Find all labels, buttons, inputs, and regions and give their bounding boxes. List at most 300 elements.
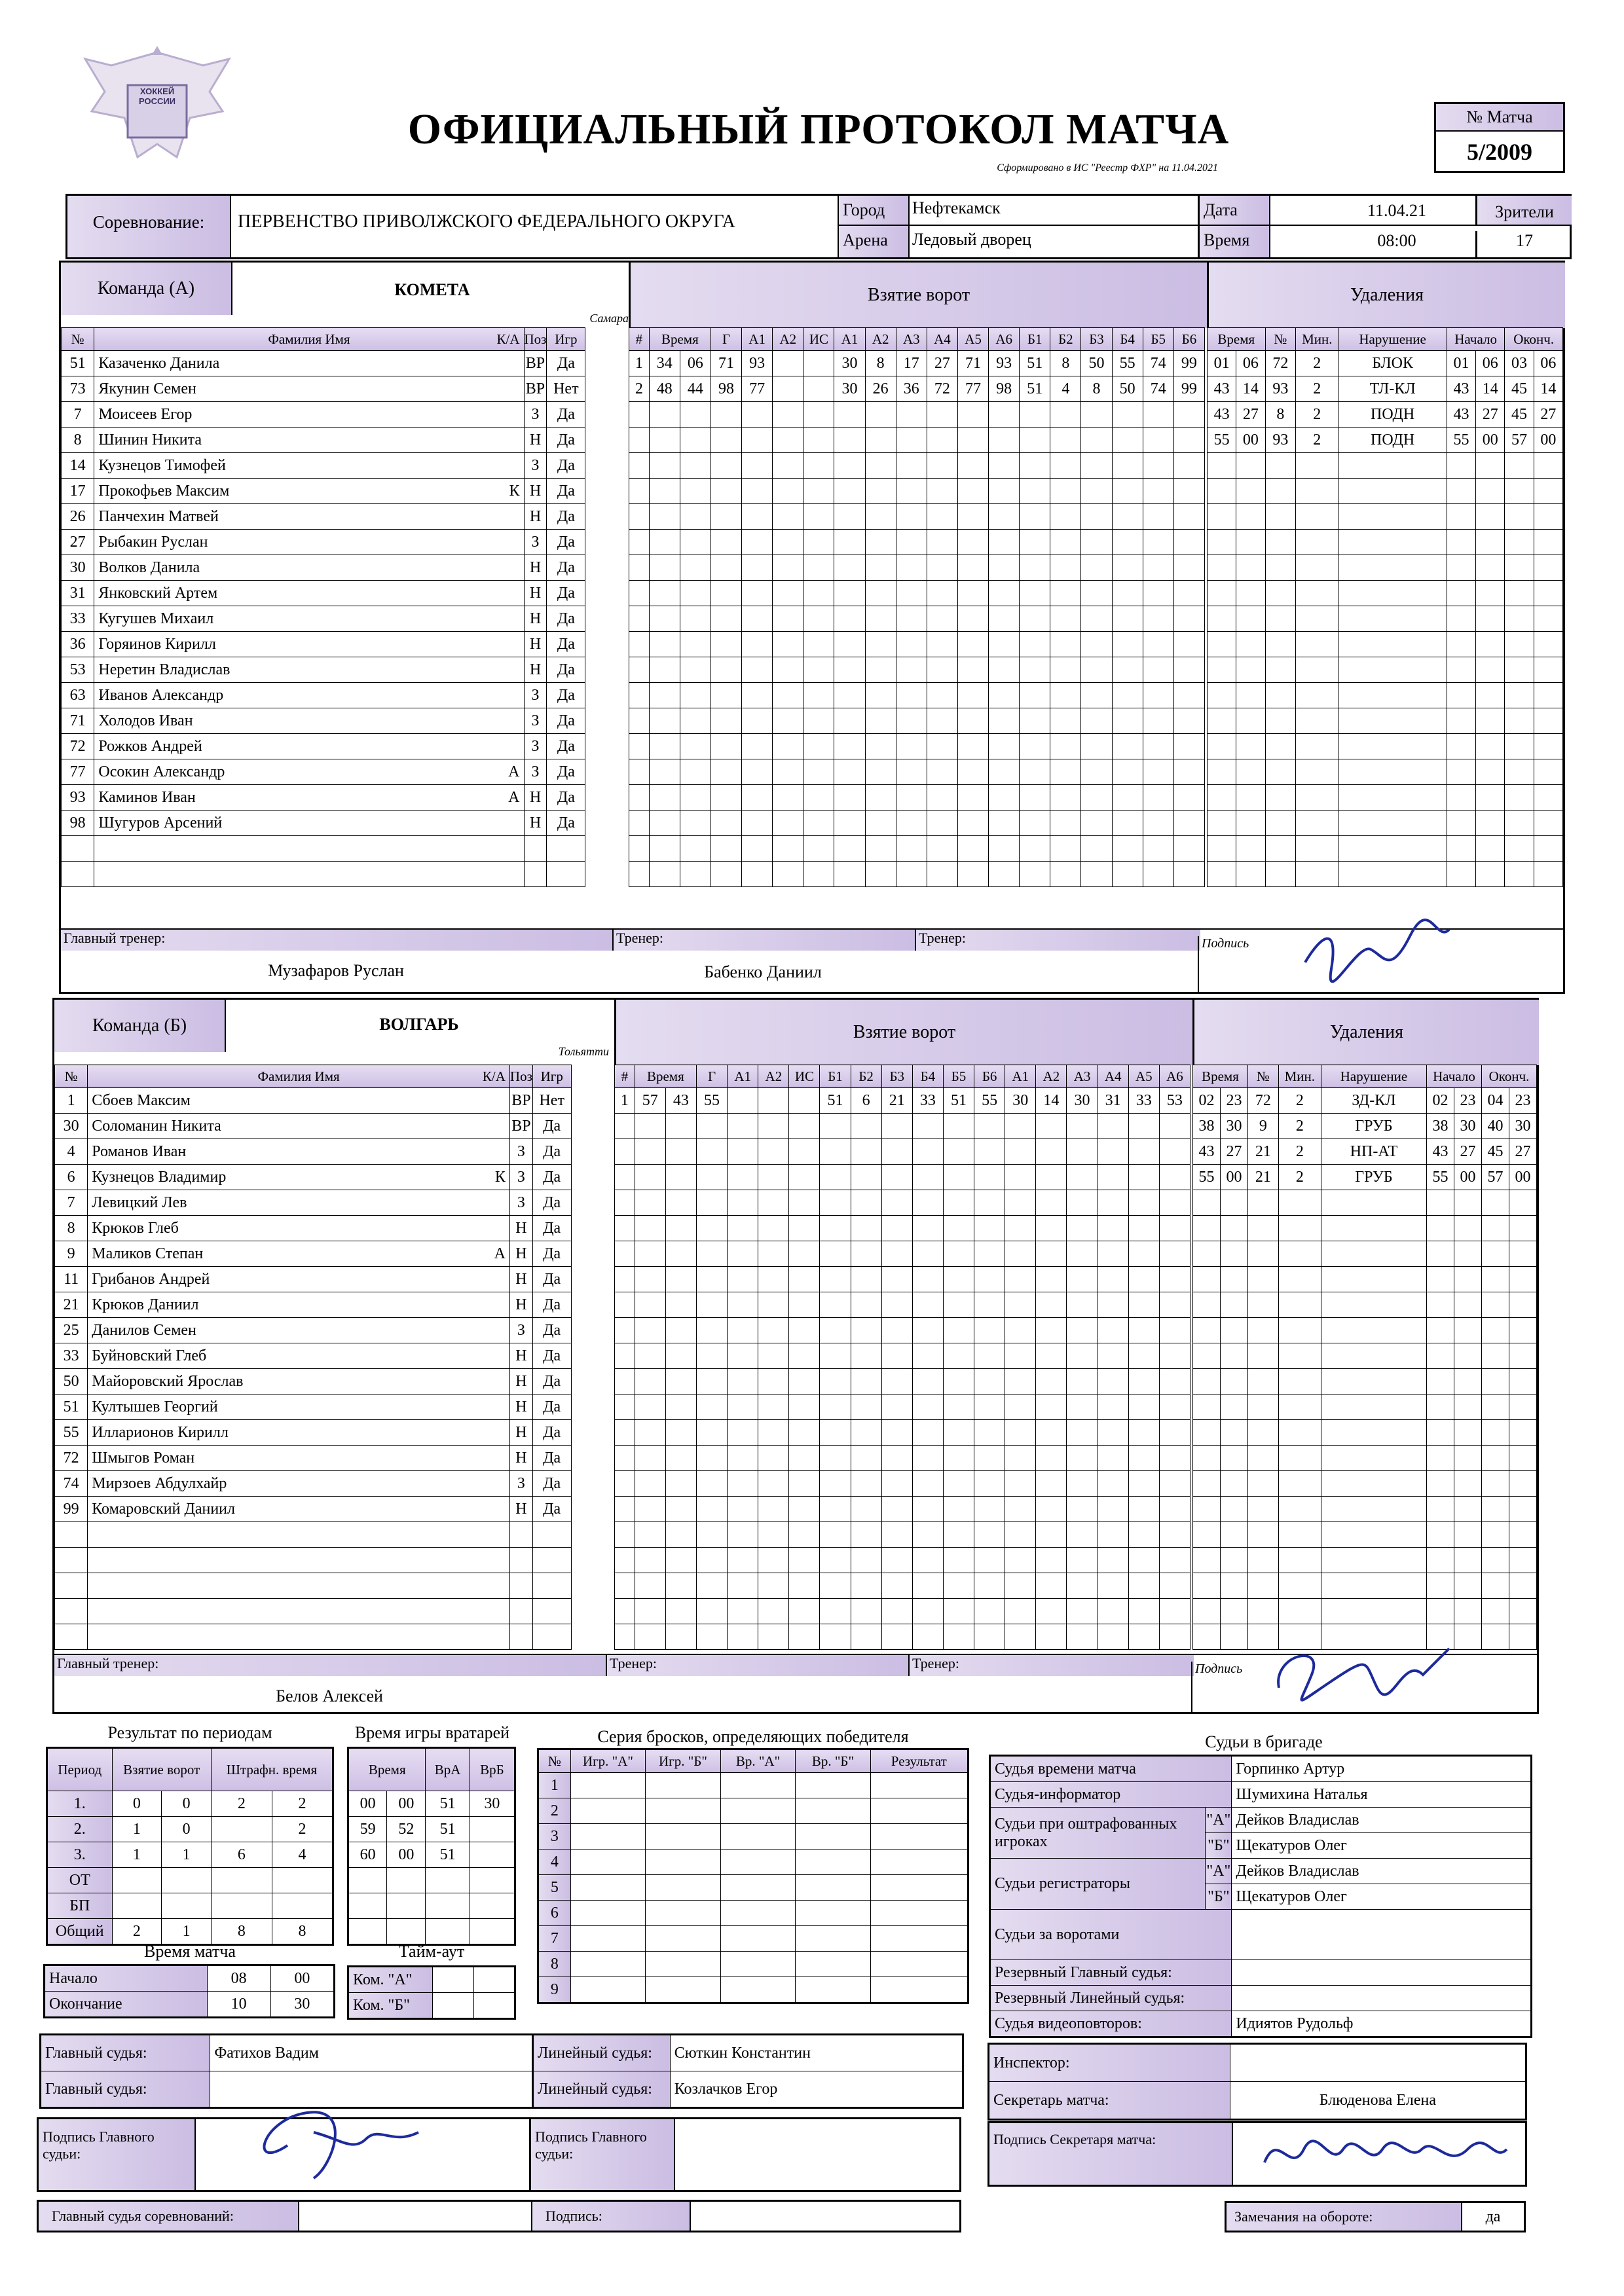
goal-cell: 36	[896, 376, 927, 402]
penalty-cell	[1505, 785, 1534, 811]
goal-cell: 71	[710, 351, 741, 376]
penalty-cell	[1278, 1548, 1321, 1573]
goalie-cell: 51	[426, 1791, 470, 1817]
team-a-city: Самара	[589, 312, 629, 325]
goal-cell	[820, 1394, 851, 1420]
player-played: Да	[532, 1241, 571, 1267]
table-row	[62, 453, 629, 479]
penalty-cell	[1208, 479, 1236, 504]
penalty-cell	[1426, 1497, 1454, 1522]
goal-cell	[710, 581, 741, 606]
goal-cell	[773, 376, 803, 402]
goal-cell	[649, 555, 680, 581]
goal-cell	[1050, 606, 1081, 632]
penalty-cell	[1426, 1267, 1454, 1292]
goal-cell	[943, 1241, 974, 1267]
period-value: 8	[211, 1919, 272, 1945]
goal-cell	[989, 402, 1020, 428]
player-name	[88, 1292, 510, 1318]
goal-cell	[881, 1318, 912, 1343]
goal-cell	[789, 1573, 820, 1599]
penalty-cell	[1278, 1471, 1321, 1497]
goal-cell	[1128, 1420, 1159, 1446]
goal-cell	[974, 1114, 1005, 1139]
goal-cell	[665, 1548, 696, 1573]
goal-cell	[1005, 1573, 1036, 1599]
penalty-cell	[1321, 1573, 1426, 1599]
goal-cell	[1005, 1241, 1036, 1267]
penalty-cell	[1236, 504, 1265, 530]
goal-cell	[789, 1394, 820, 1420]
goal-cell	[665, 1267, 696, 1292]
goal-cell	[1081, 811, 1112, 836]
goal-cell	[881, 1241, 912, 1267]
table-row	[62, 734, 629, 759]
penalty-cell	[1296, 504, 1338, 530]
period-value: 1	[162, 1919, 212, 1945]
table-row	[1208, 785, 1563, 811]
goal-cell	[696, 1139, 727, 1165]
penalty-cell	[1426, 1292, 1454, 1318]
goal-cell	[1036, 1241, 1067, 1267]
penalty-cell	[1476, 453, 1505, 479]
goal-cell	[865, 734, 896, 759]
goal-cell	[974, 1522, 1005, 1548]
penalty-cell	[1476, 581, 1505, 606]
player-position: Н	[524, 632, 547, 657]
goal-cell	[1036, 1548, 1067, 1573]
goal-cell	[635, 1471, 665, 1497]
goal-cell	[1143, 555, 1173, 581]
penalty-cell	[1321, 1267, 1426, 1292]
penalty-cell	[1447, 581, 1475, 606]
player-played: Да	[547, 683, 585, 708]
goal-cell	[974, 1292, 1005, 1318]
goal-cell	[629, 836, 650, 862]
player-number	[62, 862, 94, 887]
ref-time-label: Судья времени матча	[990, 1756, 1232, 1782]
goal-second: 44	[680, 376, 710, 402]
line-referee-table	[532, 2033, 964, 2109]
goal-cell	[834, 734, 865, 759]
competition-name: ПЕРВЕНСТВО ПРИВОЛЖСКОГО ФЕДЕРАЛЬНОГО ОКРУГА	[238, 211, 735, 232]
goal-cell	[851, 1241, 881, 1267]
goal-cell	[649, 683, 680, 708]
shootout-cell	[646, 1773, 721, 1798]
roster-col-played: Игр	[532, 1065, 571, 1088]
goal-cell	[1098, 1573, 1128, 1599]
table-row	[538, 1850, 969, 1875]
goal-cell	[742, 581, 773, 606]
goal-cell	[773, 759, 803, 785]
goal-cell	[742, 428, 773, 453]
goal-cell	[865, 606, 896, 632]
notes-box	[1225, 2201, 1526, 2232]
goal-cell	[1067, 1369, 1098, 1394]
goal-cell	[912, 1267, 943, 1292]
penalty-cell	[1248, 1241, 1279, 1267]
table-row	[1208, 657, 1563, 683]
penalty-cell	[1534, 811, 1562, 836]
goal-cell	[1036, 1394, 1067, 1420]
table-row	[629, 683, 1205, 708]
player-name	[94, 734, 524, 759]
goal-cell	[758, 1114, 789, 1139]
goal-cell	[629, 530, 650, 555]
player-role: К	[494, 1168, 506, 1186]
goal-cell	[957, 530, 988, 555]
penalty-cell	[1338, 453, 1447, 479]
player-name-text: Крюков Даниил	[92, 1296, 199, 1313]
goal-cell	[820, 1471, 851, 1497]
ref-time-name: Горпинко Артур	[1232, 1756, 1532, 1782]
goal-cell	[615, 1497, 635, 1522]
goal-cell	[803, 759, 834, 785]
penalty-cell: 57	[1505, 428, 1534, 453]
goal-cell	[1067, 1573, 1098, 1599]
goal-cell	[615, 1471, 635, 1497]
penalty-cell	[1221, 1216, 1248, 1241]
goal-cell	[773, 402, 803, 428]
penalty-cell	[1534, 759, 1562, 785]
penalty-cell	[1505, 836, 1534, 862]
goal-cell	[1173, 428, 1204, 453]
shootout-number: 7	[538, 1926, 571, 1952]
goal-cell	[896, 632, 927, 657]
player-position: З	[509, 1318, 532, 1343]
player-position	[509, 1624, 532, 1650]
goal-cell	[803, 811, 834, 836]
table-row	[615, 1165, 1190, 1190]
goal-cell	[1173, 734, 1204, 759]
goal-cell	[680, 606, 710, 632]
player-name-text: Неретин Владислав	[98, 661, 231, 678]
goal-cell	[989, 759, 1020, 785]
penalty-cell	[1509, 1420, 1536, 1446]
goal-cell	[629, 811, 650, 836]
period-name: БП	[47, 1893, 113, 1919]
time-label: Время	[1198, 226, 1270, 257]
goal-cell	[834, 811, 865, 836]
player-position: ВР	[509, 1114, 532, 1139]
goal-cell	[615, 1165, 635, 1190]
goal-cell	[1098, 1165, 1128, 1190]
player-name-text: Данилов Семен	[92, 1321, 196, 1339]
goal-cell	[665, 1394, 696, 1420]
goal-cell	[728, 1394, 758, 1420]
penalty-cell	[1208, 632, 1236, 657]
penalty-cell	[1454, 1497, 1481, 1522]
goal-cell	[1005, 1114, 1036, 1139]
goal-cell	[803, 862, 834, 887]
column-header: Б4	[912, 1065, 943, 1088]
goal-cell	[789, 1139, 820, 1165]
goal-cell	[629, 555, 650, 581]
penalty-cell	[1447, 734, 1475, 759]
penalty-cell: 14	[1236, 376, 1265, 402]
penalty-cell	[1454, 1190, 1481, 1216]
goal-cell	[896, 555, 927, 581]
goal-cell	[943, 1420, 974, 1446]
player-name	[88, 1318, 510, 1343]
goal-cell	[957, 453, 988, 479]
notes-label: Замечания на обороте:	[1227, 2203, 1462, 2231]
table-row	[1208, 504, 1563, 530]
table-row	[615, 1241, 1190, 1267]
goal-cell	[927, 606, 957, 632]
penalty-cell	[1193, 1190, 1221, 1216]
goal-cell	[881, 1216, 912, 1241]
penalty-cell	[1481, 1394, 1509, 1420]
goal-cell	[1081, 479, 1112, 504]
goal-cell	[1098, 1471, 1128, 1497]
table-row	[55, 1497, 614, 1522]
goal-cell	[615, 1114, 635, 1139]
penalty-cell	[1338, 530, 1447, 555]
table-row	[1193, 1190, 1537, 1216]
player-number: 25	[55, 1318, 88, 1343]
penalty-cell	[1208, 657, 1236, 683]
penalty-cell	[1296, 734, 1338, 759]
player-name-text: Илларионов Кирилл	[92, 1423, 229, 1441]
penalty-cell	[1278, 1573, 1321, 1599]
period-value	[162, 1893, 212, 1919]
player-played	[532, 1599, 571, 1624]
penalty-cell: 01	[1447, 351, 1475, 376]
goal-cell	[649, 606, 680, 632]
team-a-roster	[61, 327, 629, 887]
table-row	[615, 1573, 1190, 1599]
player-number: 30	[55, 1114, 88, 1139]
goal-cell	[896, 862, 927, 887]
player-number: 7	[62, 402, 94, 428]
ref-reg-label: Судьи регистраторы	[990, 1859, 1206, 1910]
goal-cell	[1128, 1446, 1159, 1471]
goalie-cell: 51	[426, 1842, 470, 1868]
goal-cell	[1036, 1446, 1067, 1471]
goal-cell	[881, 1165, 912, 1190]
penalty-cell	[1248, 1599, 1279, 1624]
goal-cell	[834, 453, 865, 479]
goal-cell	[728, 1522, 758, 1548]
goal-cell	[758, 1165, 789, 1190]
roster-col-no: №	[55, 1065, 88, 1088]
penalty-cell	[1248, 1446, 1279, 1471]
goal-cell	[1050, 479, 1081, 504]
goal-cell	[1173, 606, 1204, 632]
secretary-signature-label: Подпись Секретаря матча:	[989, 2123, 1233, 2185]
column-header: №	[1265, 328, 1296, 351]
goal-cell	[680, 683, 710, 708]
table-row	[615, 1599, 1190, 1624]
shootout-cell	[796, 1875, 870, 1901]
secretary-label: Секретарь матча:	[989, 2082, 1230, 2120]
goal-cell	[1143, 811, 1173, 836]
penalty-cell	[1193, 1394, 1221, 1420]
sign-label: Подпись:	[531, 2202, 691, 2231]
shootout-cell	[796, 1773, 870, 1798]
goal-cell	[927, 504, 957, 530]
penalty-cell	[1236, 708, 1265, 734]
shootout-cell	[796, 1824, 870, 1850]
penalty-cell	[1221, 1573, 1248, 1599]
goal-cell	[1020, 657, 1050, 683]
goal-cell	[989, 657, 1020, 683]
table-row	[348, 1842, 515, 1868]
goal-cell	[1112, 479, 1143, 504]
period-value: 2	[112, 1919, 162, 1945]
penalty-cell: 45	[1505, 376, 1534, 402]
spectators-label: Зрители	[1475, 196, 1572, 225]
player-position: Н	[509, 1343, 532, 1369]
penalty-cell	[1505, 683, 1534, 708]
goal-cell	[1159, 1420, 1190, 1446]
table-row	[1193, 1548, 1537, 1573]
goal-cell	[1159, 1446, 1190, 1471]
match-start-hour: 08	[207, 1965, 270, 1992]
penalty-cell	[1426, 1522, 1454, 1548]
team-b-coach1-label: Тренер:	[606, 1655, 911, 1676]
penalty-cell: 14	[1476, 376, 1505, 402]
goal-cell	[1081, 402, 1112, 428]
player-name	[88, 1420, 510, 1446]
match-time-title: Время матча	[144, 1942, 236, 1961]
goal-cell	[1098, 1548, 1128, 1573]
goal-cell	[665, 1241, 696, 1267]
penalty-cell	[1265, 606, 1296, 632]
table-row	[348, 1868, 515, 1893]
goal-cell	[1128, 1343, 1159, 1369]
table-row	[55, 1165, 614, 1190]
team-a-head-coach: Музафаров Руслан	[268, 961, 404, 980]
penalty-cell	[1481, 1446, 1509, 1471]
goal-cell	[773, 811, 803, 836]
penalty-cell	[1296, 606, 1338, 632]
goal-cell	[773, 862, 803, 887]
shootout-cell	[570, 1977, 646, 2003]
penalty-cell	[1248, 1190, 1279, 1216]
penalty-cell: НП-АТ	[1321, 1139, 1426, 1165]
player-position: З	[524, 759, 547, 785]
penalty-cell	[1236, 811, 1265, 836]
goalies-table	[347, 1747, 516, 1946]
periods-col-goals: Взятие ворот	[112, 1748, 211, 1791]
goal-cell	[820, 1190, 851, 1216]
penalty-cell: 38	[1193, 1114, 1221, 1139]
goal-cell	[989, 479, 1020, 504]
goal-cell	[881, 1599, 912, 1624]
table-row	[55, 1088, 614, 1114]
shootout-number: 5	[538, 1875, 571, 1901]
penalty-cell	[1338, 555, 1447, 581]
goal-cell	[773, 657, 803, 683]
penalty-cell: 93	[1265, 376, 1296, 402]
goal-cell	[1173, 504, 1204, 530]
table-row	[55, 1241, 614, 1267]
player-position	[509, 1548, 532, 1573]
goal-cell	[1005, 1548, 1036, 1573]
table-row	[629, 428, 1205, 453]
penalty-cell	[1534, 708, 1562, 734]
penalty-cell	[1236, 862, 1265, 887]
goal-cell	[1005, 1165, 1036, 1190]
inspector-label: Инспектор:	[989, 2044, 1230, 2082]
goal-cell	[773, 351, 803, 376]
goal-cell	[789, 1471, 820, 1497]
goal-cell	[1173, 581, 1204, 606]
goal-cell	[710, 785, 741, 811]
goal-cell	[635, 1114, 665, 1139]
goal-cell: 71	[957, 351, 988, 376]
penalty-cell	[1265, 862, 1296, 887]
table-row	[62, 402, 629, 428]
goal-cell	[851, 1165, 881, 1190]
penalty-cell	[1534, 836, 1562, 862]
penalty-cell	[1278, 1318, 1321, 1343]
goal-cell	[834, 632, 865, 657]
table-row	[1193, 1522, 1537, 1548]
column-header: Г	[696, 1065, 727, 1088]
goal-cell	[820, 1241, 851, 1267]
table-row	[55, 1394, 614, 1420]
penalty-cell	[1481, 1318, 1509, 1343]
player-played	[532, 1522, 571, 1548]
penalty-cell	[1454, 1318, 1481, 1343]
goal-cell	[1112, 402, 1143, 428]
roster-col-pos: Поз	[524, 328, 547, 351]
goal-cell	[649, 632, 680, 657]
goal-cell	[1112, 606, 1143, 632]
table-row	[1208, 862, 1563, 887]
secretary-name: Блюденова Елена	[1230, 2082, 1526, 2120]
player-played: Да	[532, 1114, 571, 1139]
goal-cell	[635, 1216, 665, 1241]
table-row	[629, 811, 1205, 836]
column-header: Г	[710, 328, 741, 351]
column-header: Игр. "А"	[570, 1749, 646, 1773]
table-row	[538, 1773, 969, 1798]
goal-cell	[896, 530, 927, 555]
penalty-cell	[1296, 811, 1338, 836]
team-a-name: КОМЕТА	[394, 280, 470, 299]
goal-cell	[789, 1241, 820, 1267]
penalty-cell	[1265, 734, 1296, 759]
penalty-cell: БЛОК	[1338, 351, 1447, 376]
goal-cell	[1112, 504, 1143, 530]
player-number: 63	[62, 683, 94, 708]
goal-cell	[881, 1394, 912, 1420]
penalty-cell	[1505, 555, 1534, 581]
goal-cell	[912, 1624, 943, 1650]
period-name: Общий	[47, 1919, 113, 1945]
penalty-cell: 23	[1454, 1088, 1481, 1114]
player-position: З	[524, 402, 547, 428]
ref-video-label: Судья видеоповторов:	[990, 2011, 1232, 2037]
column-header: А1	[1005, 1065, 1036, 1088]
penalty-cell	[1426, 1573, 1454, 1599]
penalty-cell	[1476, 479, 1505, 504]
goalie-cell	[387, 1893, 426, 1919]
goal-cell	[896, 453, 927, 479]
column-header: А2	[1036, 1065, 1067, 1088]
goal-cell	[758, 1190, 789, 1216]
table-row	[62, 683, 629, 708]
goal-cell	[1067, 1420, 1098, 1446]
main2-signature-label: Подпись Главного судьи:	[531, 2119, 675, 2190]
goal-cell: 27	[927, 351, 957, 376]
goal-cell	[696, 1624, 727, 1650]
penalty-cell	[1447, 836, 1475, 862]
